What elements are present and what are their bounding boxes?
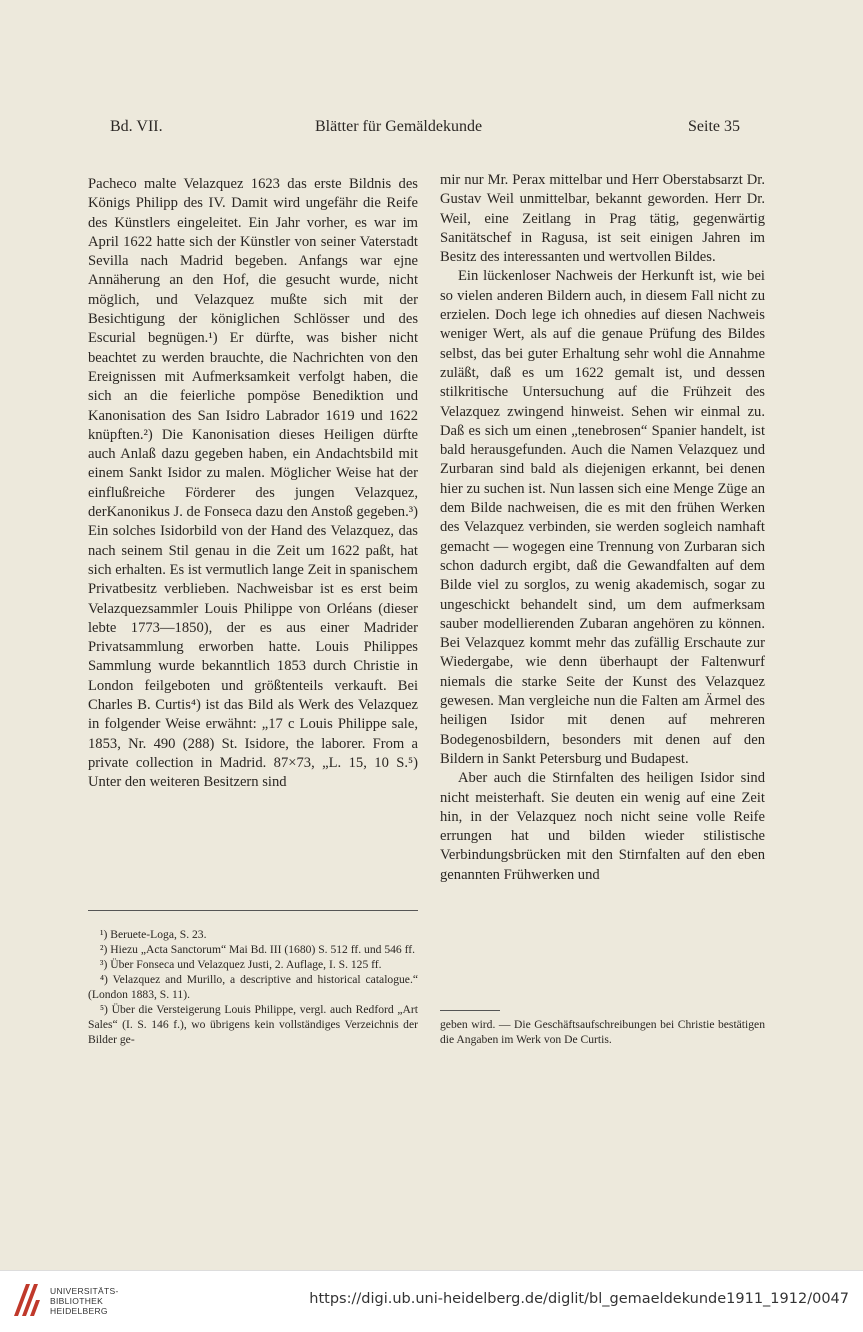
left-column (88, 175, 418, 793)
footnote-divider (440, 1010, 500, 1011)
library-crest-icon (10, 1280, 44, 1320)
footnotes-right (440, 1010, 765, 1047)
viewer-footer (0, 1270, 863, 1332)
right-paragraph-1: mir nur Mr. Perax mittelbar und Herr Oberstabsarzt Dr. Gustav Weil unmittelbar, bekannt geworden. Herr Dr. Weil, eine Zeitlang in Prag tätig, gegenwärtig Sanitätschef in Ragusa, ist seit einigen Jahren im Besitz des interessanten und wertvollen Bildes. (440, 172, 765, 266)
footnote-3: ³) Über Fonseca und Velazquez Justi, 2. Auflage, I. S. 125 ff. (100, 958, 382, 971)
right-paragraph-3: Aber auch die Stirnfalten des heiligen Isidor sind nicht meisterhaft. Sie deuten ein wenig auf eine Zeit hin, in der Velazquez noch nicht seine volle Reife errungen hat und bilden wieder stilistische Verbindungsbrücken mit den Stirnfalten auf den eben genannten Frühwerken und (440, 770, 765, 883)
left-paragraph-1: Pacheco malte Velazquez 1623 das erste Bildnis des Königs Philipp des IV. Damit wird ungefähr die Reife des Künstlers eingeleitet. Ein Jahr vorher, es war im April 1622 hatte sich der Künstler von seiner Vaterstadt Sevilla nach Madrid begeben. Anfangs war ejne Annäherung an den Hof, die gesucht wurde, nicht möglich, und Velazquez mußte sich mit der Besichtigung der königlichen Schlösser und des Escurial begnügen.¹) Er dürfte, was bisher nicht beachtet zu werden brauchte, die Nachrichten von den Ereignissen mit Aufmerksamkeit verfolgt haben, die sich an die feierliche pompöse Benediktion und Kanonisation des San Isidro Labrador 1619 und 1622 knüpften.²) Die Kanonisation dieses Heiligen dürfte auch Anlaß dazu gegeben haben, ein Andachtsbild mit einem Sankt Isidor zu malen. Möglicher Weise hat der einflußreiche Förderer des jungen Velazquez, derKanonikus J. de Fonseca dazu den Anstoß gegeben.³) Ein solches Isidorbild von der Hand des Velazquez, das nach seinem Stil genau in die Zeit um 1622 paßt, hat sich erhalten. Es ist vermutlich lange Zeit in spanischem Privatbesitz verblieben. Nachweisbar ist es erst beim Velazquezsammler Louis Philippe von Orléans (dieser lebte 1773—1850), der es aus einer Madrider Privatsammlung erworben hatte. Louis Philippes Sammlung wurde bekanntlich 1853 durch Christie in London feilgeboten und größtenteils verkauft. Bei Charles B. Curtis⁴) ist das Bild als Werk des Velazquez in folgender Weise erwähnt: „17 c Louis Philippe sale, 1853, Nr. 490 (288) St. Isidore, the laborer. From a private collection in Madrid. 87×73, „L. 15, 10 S.⁵) Unter den weiteren Besitzern sind (88, 176, 418, 791)
footnote-4: ⁴) Velazquez and Murillo, a descriptive and historical catalogue.“ (London 1883, S. 11). (88, 973, 418, 1001)
footnotes-left (88, 910, 418, 1047)
library-logo[interactable] (10, 1280, 190, 1324)
library-name: UNIVERSITÄTS- BIBLIOTHEK HEIDELBERG (50, 1286, 119, 1316)
volume-label: Bd. VII. (110, 118, 163, 135)
right-paragraph-2: Ein lückenloser Nachweis der Herkunft ist, wie bei so vielen anderen Bildern auch, in diesem Fall nicht zu erzielen. Doch lege ich ohnedies auf diesen Nachweis weniger Wert, als auf die genaue Prüfung des Bildes selbst, das bei guter Erhaltung sehr wohl die Annahme zuläßt, daß es um 1622 gemalt ist, und dessen stilkritische Untersuchung auf die Frühzeit des Velazquez zwingend hinweist. Sehen wir einmal zu. Daß es sich um einen „tenebrosen“ Spanier handelt, ist bald herausgefunden. Auch die Namen Velazquez und Zurbaran sind bald als diejenigen erkannt, bei denen hier zu suchen ist. Nun lassen sich eine Menge Züge an dem Bilde nachweisen, die es mit den frühen Werken des Velazquez verbinden, sie werden sogleich namhaft gemacht — wogegen eine Trennung von Zurbaran sich schon dadurch ergibt, daß die Gewandfalten auf dem Bilde viel zu sorglos, zu wenig akademisch, sogar zu ungeschickt behandelt sind, um dem aufmerksam sauber modellierenden Zubaran angehören zu können. Bei Velazquez kommt mehr das zufällig Erschaute zur Wiedergabe, wie denn überhaupt der Faltenwurf niemals die starke Seite der Kunst des Velazquez gewesen. Man vergleiche nun die Falten am Ärmel des heiligen Isidor mit denen auf mehreren Bodegenosbildern, besonders mit denen auf den Bildern in Sankt Petersburg und Budapest. (440, 268, 765, 767)
footnote-1: ¹) Beruete-Loga, S. 23. (100, 928, 207, 941)
journal-title: Blätter für Gemäldekunde (315, 118, 483, 135)
footnote-2: ²) Hiezu „Acta Sanctorum“ Mai Bd. III (1680) S. 512 ff. und 546 ff. (100, 943, 416, 956)
right-column (440, 171, 765, 885)
page-number: Seite 35 (688, 118, 740, 135)
permalink-url[interactable]: https://digi.ub.uni-heidelberg.de/diglit/bl_gemaeldekunde1911_1912/0047 (309, 1291, 849, 1307)
footnote-continuation: geben wird. — Die Geschäftsaufschreibungen bei Christie bestätigen die Angaben im Werk von De Curtis. (440, 1018, 765, 1046)
page-header (110, 118, 740, 142)
footnote-5: ⁵) Über die Versteigerung Louis Philippe, vergl. auch Redford „Art Sales“ (I. S. 146 f.), wo übrigens kein vollständiges Verzeichnis der Bilder ge- (88, 1003, 418, 1046)
